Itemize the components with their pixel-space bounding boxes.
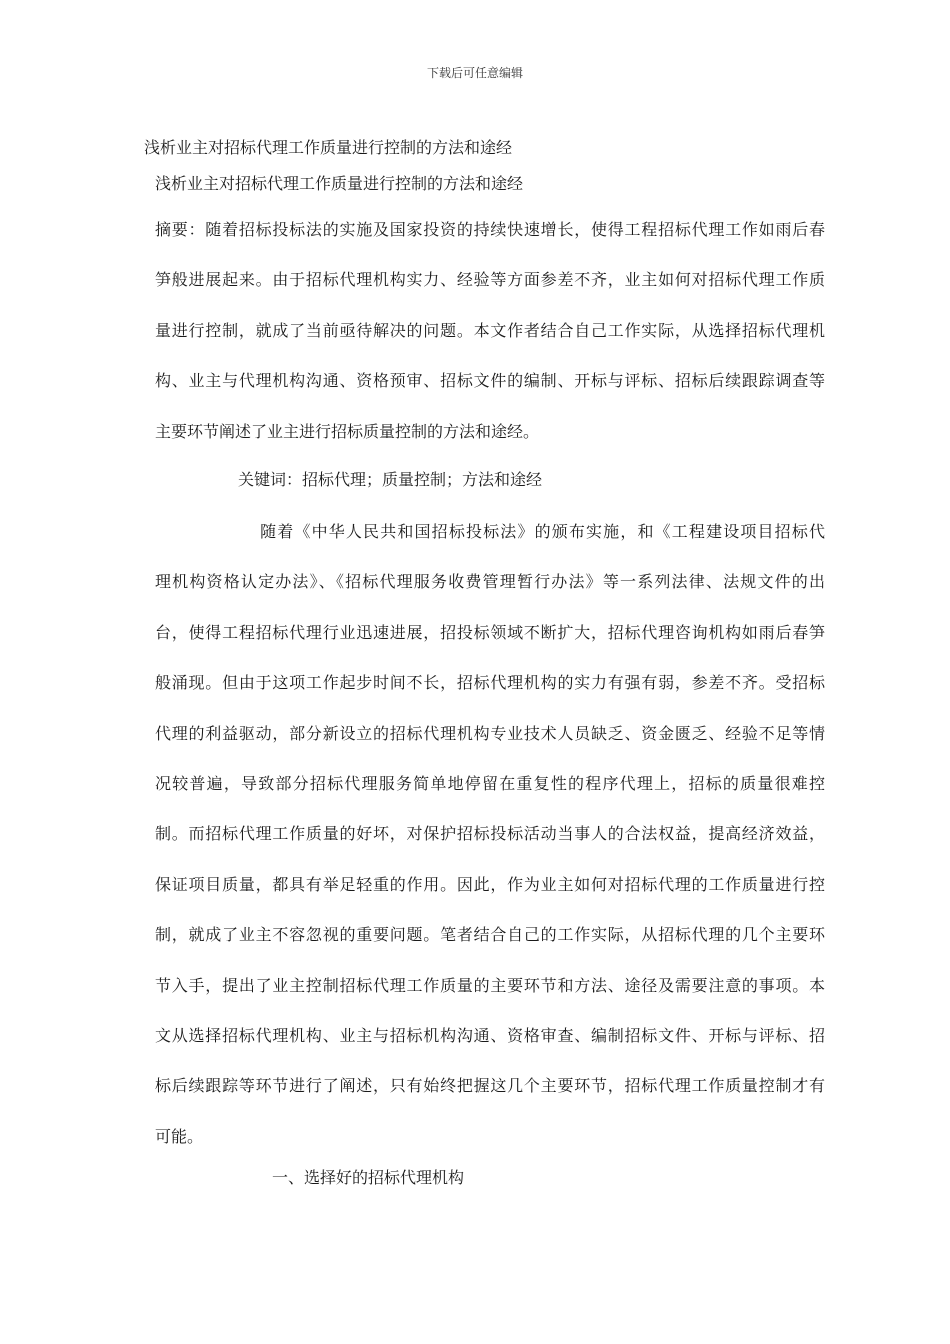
intro-line: 代理的利益驱动，部分新设立的招标代理机构专业技术人员缺乏、资金匮乏、经验不足等情 xyxy=(155,723,825,743)
intro-line: 般涌现。但由于这项工作起步时间不长，招标代理机构的实力有强有弱，参差不齐。受招标 xyxy=(155,673,825,693)
intro-line: 制。而招标代理工作质量的好坏，对保护招标投标活动当事人的合法权益，提高经济效益， xyxy=(155,824,825,844)
keywords-line: 关键词：招标代理；质量控制；方法和途经 xyxy=(238,470,543,489)
abstract-line: 构、业主与代理机构沟通、资格预审、招标文件的编制、开标与评标、招标后续跟踪调查等 xyxy=(155,371,825,391)
document-subtitle: 浅析业主对招标代理工作质量进行控制的方法和途经 xyxy=(155,174,524,193)
intro-line-text: 随着《中华人民共和国招标投标法》的颁布实施，和《工程建设项目招标代 xyxy=(259,522,825,541)
abstract-paragraph xyxy=(155,205,825,457)
intro-line: 理机构资格认定办法》、《招标代理服务收费管理暂行办法》等一系列法律、法规文件的出 xyxy=(155,572,825,592)
intro-line: 制，就成了业主不容忽视的重要问题。笔者结合自己的工作实际，从招标代理的几个主要环 xyxy=(155,925,825,945)
intro-line: 台，使得工程招标代理行业迅速进展，招投标领域不断扩大，招标代理咨询机构如雨后春笋 xyxy=(155,622,825,642)
abstract-line: 笋般进展起来。由于招标代理机构实力、经验等方面参差不齐，业主如何对招标代理工作质 xyxy=(155,270,825,290)
section-heading: 一、选择好的招标代理机构 xyxy=(272,1168,465,1187)
intro-line: 节入手，提出了业主控制招标代理工作质量的主要环节和方法、途径及需要注意的事项。本 xyxy=(155,975,825,995)
intro-line: 保证项目质量，都具有举足轻重的作用。因此，作为业主如何对招标代理的工作质量进行控 xyxy=(155,874,825,894)
abstract-line: 量进行控制，就成了当前亟待解决的问题。本文作者结合自己工作实际，从选择招标代理机 xyxy=(155,320,825,340)
document-title: 浅析业主对招标代理工作质量进行控制的方法和途经 xyxy=(144,138,513,157)
intro-line-first xyxy=(155,507,825,557)
abstract-line: 主要环节阐述了业主进行招标质量控制的方法和途经。 xyxy=(155,421,540,441)
abstract-line: 摘要：随着招标投标法的实施及国家投资的持续快速增长，使得工程招标代理工作如雨后春 xyxy=(155,220,825,239)
page-header-note: 下载后可任意编辑 xyxy=(426,66,523,80)
intro-paragraph xyxy=(155,507,825,1162)
intro-line: 可能。 xyxy=(155,1126,204,1146)
intro-line: 标后续跟踪等环节进行了阐述，只有始终把握这几个主要环节，招标代理工作质量控制才有 xyxy=(155,1076,825,1096)
intro-line: 况较普遍，导致部分招标代理服务简单地停留在重复性的程序代理上，招标的质量很难控 xyxy=(155,773,825,793)
intro-line: 文从选择招标代理机构、业主与招标机构沟通、资格审查、编制招标文件、开标与评标、招 xyxy=(155,1025,825,1045)
